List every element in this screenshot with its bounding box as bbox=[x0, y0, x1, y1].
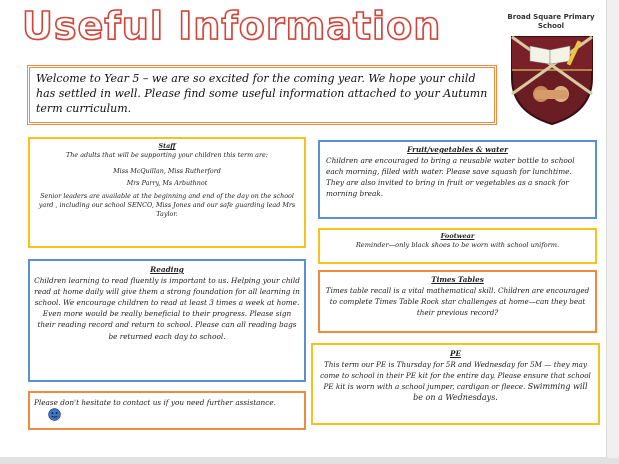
welcome-text: Welcome to Year 5 – we are so excited for the coming year. We hope your child has settled in well. Please find some useful information attached to your Autumn term curriculum. bbox=[36, 72, 488, 115]
footwear-text: Reminder—only black shoes to be worn with school uniform. bbox=[355, 241, 560, 249]
footwear-heading: Footwear bbox=[440, 232, 475, 240]
fruit-water-box bbox=[318, 140, 597, 219]
contact-box bbox=[28, 391, 306, 430]
times-tables-box bbox=[318, 270, 597, 333]
smiley-icon bbox=[48, 408, 61, 421]
fruit-heading: Fruit/vegetables & water bbox=[407, 145, 508, 154]
times-tables-text: Times table recall is a vital mathematical skill. Children are encouraged to complete Times Table Rock star challenges at home—can they beat their previous record? bbox=[325, 286, 590, 317]
footwear-box bbox=[318, 228, 597, 264]
reading-heading: Reading bbox=[150, 265, 184, 274]
reading-box bbox=[28, 259, 306, 382]
staff-names-line1: Miss McQuillan, Miss Rutherford bbox=[113, 166, 221, 175]
reading-text: Children learning to read fluently is important to us. Helping your child read at home daily will give them a strong foundation for all learning in school. We encourage children to read at least 3 times a week at home. Even more would be really beneficial to their progress. Please sign their reading record and return to school. Please can all reading bags be returned each day to school. bbox=[34, 276, 300, 341]
times-tables-heading: Times Tables bbox=[431, 275, 484, 284]
staff-names-line2: Mrs Parry, Ms Arbuthnot bbox=[126, 179, 208, 188]
staff-intro: The adults that will be supporting your children this term are: bbox=[66, 151, 268, 160]
welcome-box bbox=[27, 65, 497, 125]
staff-heading: Staff bbox=[158, 142, 176, 150]
pe-heading: PE bbox=[450, 349, 461, 358]
pe-box bbox=[311, 343, 600, 425]
school-name: Broad Square Primary School bbox=[507, 13, 595, 30]
contact-text: Please don't hesitate to contact us if you need further assistance. bbox=[34, 398, 276, 407]
page-bottom-edge bbox=[0, 457, 619, 464]
staff-senior-leaders: Senior leaders are available at the beginning and end of the day on the school yard , including our school SENCO, Miss Jones and our safe guarding lead Mrs Taylor. bbox=[38, 191, 296, 219]
fruit-text: Children are encouraged to bring a reusable water bottle to school each morning, filled with water. Please save squash for lunchtime. They are also invited to bring in fruit or vegetables as a snack for morning break. bbox=[326, 156, 575, 198]
page-title: Useful Information bbox=[22, 4, 442, 48]
vertical-scrollbar[interactable] bbox=[606, 0, 619, 458]
pe-text: This term our PE is Thursday for 5R and Wednesday for 5M — they may come to school in their PE kit for the entire day. Please ensure that school PE kit is worn with a school jumper, cardigan or fleece. bbox=[320, 360, 591, 391]
staff-box bbox=[28, 137, 306, 248]
pe-swimming-text: Swimming will be on a Wednesdays. bbox=[413, 382, 588, 402]
school-crest-logo bbox=[508, 34, 596, 126]
